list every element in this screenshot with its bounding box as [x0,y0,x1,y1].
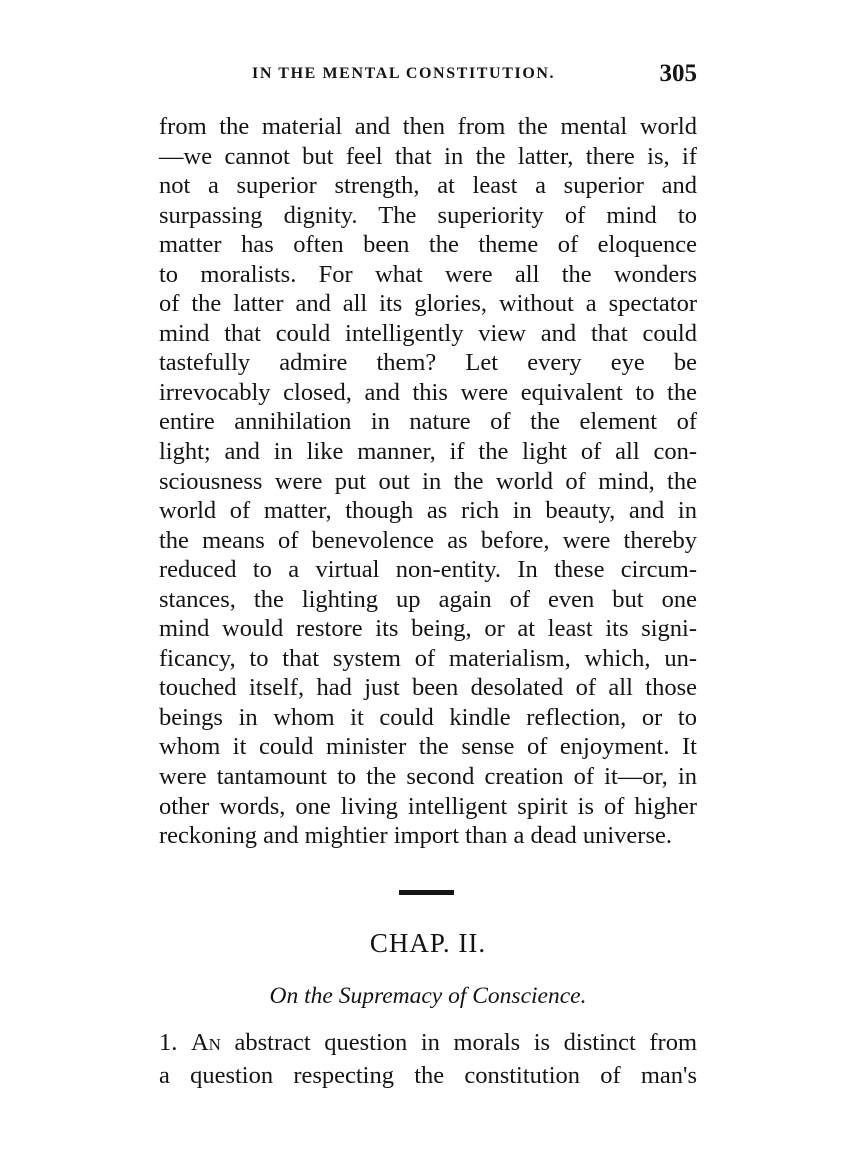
text-line: reckoning and mightier import than a dead universe. [159,822,672,850]
text-line: reduced to a virtual non-entity. In these circum- [159,556,697,584]
first-word-small-caps: An [190,1029,221,1056]
section-divider-rule [399,890,454,895]
text-line: mind that could intelligently view and that could [159,319,697,347]
paragraph-continued [159,112,697,851]
line-rest: abstract question in morals is distinct from [234,1029,698,1056]
text-line: the means of benevolence as before, were thereby [159,526,697,554]
text-line: touched itself, had just been desolated of all those [159,674,697,702]
text-line: to moralists. For what were all the wonders [159,260,697,288]
running-head [252,60,697,90]
text-line: from the material and then from the mental world [159,113,697,140]
text-line: surpassing dignity. The superiority of mind to [159,201,697,229]
text-line [159,1026,697,1059]
text-line: other words, one living intelligent spirit is of higher [159,792,697,820]
text-line: not a superior strength, at least a superior and [159,172,697,200]
text-line: ficancy, to that system of materialism, which, un- [159,644,697,672]
running-title: IN THE MENTAL CONSTITUTION. [252,65,556,82]
text-line: matter has often been the theme of eloquence [159,231,697,259]
paragraph-numbered [159,1026,697,1092]
chapter-subtitle: On the Supremacy of Conscience. [269,983,587,1009]
text-line: were tantamount to the second creation of it—or, in [159,763,697,791]
text-line: of the latter and all its glories, without a spectator [159,290,697,318]
page-number: 305 [659,60,697,87]
text-line: stances, the lighting up again of even but one [159,585,697,613]
text-line: entire annihilation in nature of the element of [159,408,697,436]
text-line: light; and in like manner, if the light of all con- [159,438,697,466]
text-line: —we cannot but feel that in the latter, there is, if [159,142,697,170]
paragraph-number: 1. [159,1029,178,1056]
text-line: whom it could minister the sense of enjoyment. It [159,733,697,761]
text-line: beings in whom it could kindle reflection, or to [159,703,697,731]
text-line: a question respecting the constitution of man's [159,1062,697,1089]
chapter-heading: CHAP. II. [369,928,487,958]
text-line: sciousness were put out in the world of mind, the [159,467,697,495]
text-line: mind would restore its being, or at least its signi- [159,615,697,643]
text-line: world of matter, though as rich in beauty, and in [159,497,697,525]
text-line: irrevocably closed, and this were equivalent to the [159,378,697,406]
text-line: tastefully admire them? Let every eye be [159,349,697,377]
